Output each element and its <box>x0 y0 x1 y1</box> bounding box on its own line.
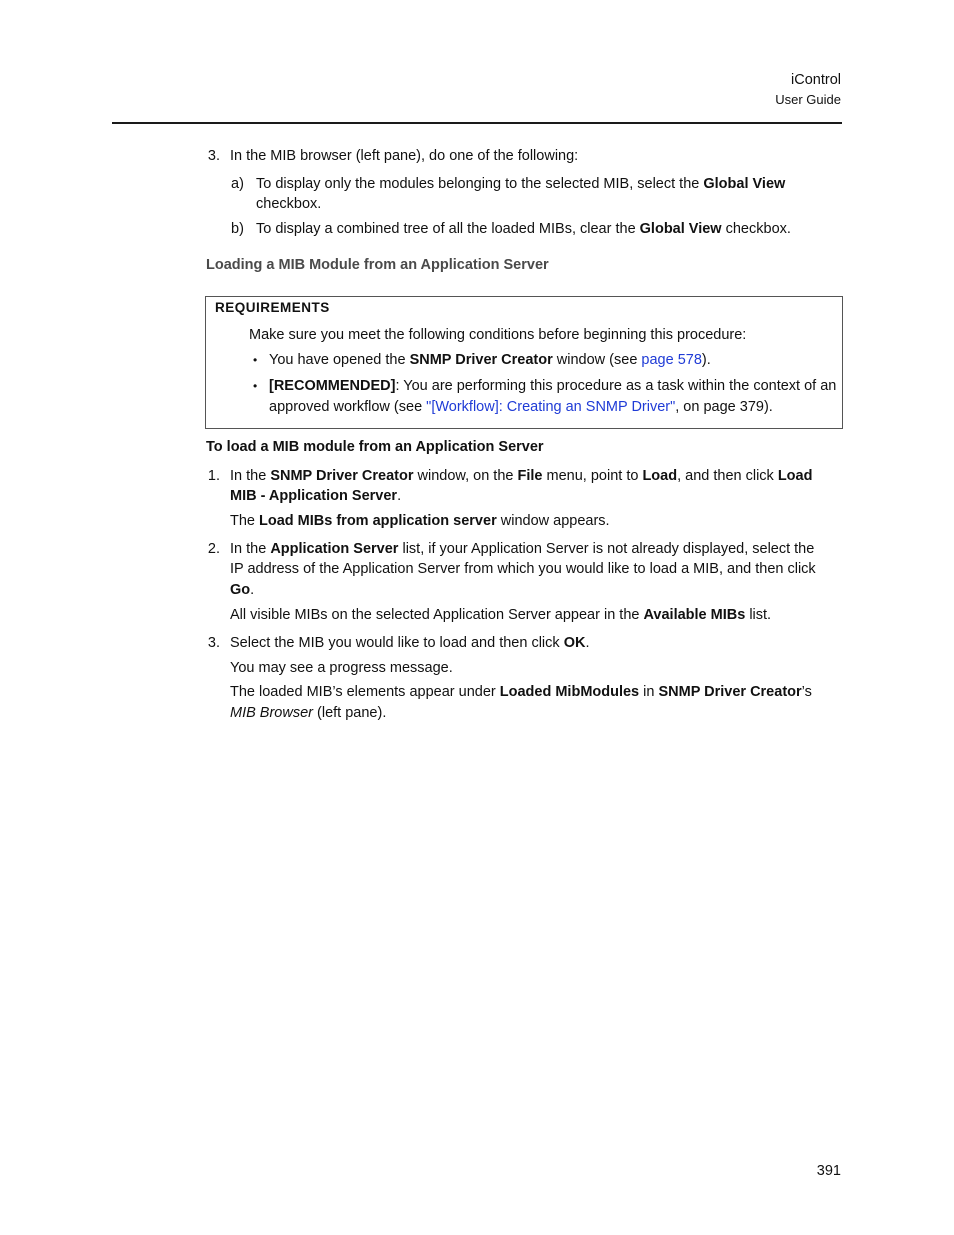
ui-term: SNMP Driver Creator <box>658 684 802 700</box>
requirement-item-1 <box>269 350 711 370</box>
bullet-glyph: • <box>253 379 258 393</box>
requirement-item-2 <box>269 376 836 396</box>
option-letter: a) <box>231 176 244 192</box>
step-text-part: . <box>397 488 402 504</box>
step-text-part: In the <box>230 541 271 557</box>
step-text-part: In the <box>230 468 271 484</box>
requirement-text: approved workflow (see <box>269 399 427 415</box>
result-text: in <box>639 684 659 700</box>
step-text-continued <box>230 580 254 600</box>
option-text-part: checkbox. <box>721 221 791 237</box>
ui-term: Go <box>230 582 251 598</box>
section-heading: Loading a MIB Module from an Application Server <box>206 257 549 273</box>
result-text: All visible MIBs on the selected Application Server appear in the <box>230 607 644 623</box>
step-result-continued <box>230 703 386 723</box>
ui-term: File <box>517 468 543 484</box>
step-text-part: , and then click <box>677 468 778 484</box>
recommended-label: [RECOMMENDED] <box>269 378 396 394</box>
step-text-part: list, if your Application Server is not already displayed, select the <box>398 541 815 557</box>
ui-term: Load <box>777 468 813 484</box>
option-text <box>256 219 791 239</box>
step-result <box>230 682 812 702</box>
requirement-text: window (see <box>552 352 642 368</box>
step-text: In the MIB browser (left pane), do one of the following: <box>230 148 579 164</box>
requirements-intro: Make sure you meet the following conditions before beginning this procedure: <box>249 327 747 343</box>
ui-term: OK <box>563 635 586 651</box>
requirement-text: You have opened the <box>269 352 410 368</box>
requirement-text: , on page 379). <box>675 399 773 415</box>
ui-term: Loaded MibModules <box>499 684 640 700</box>
step-number: 3. <box>207 148 220 164</box>
step-text-part: window, on the <box>413 468 518 484</box>
ui-term: Load <box>642 468 678 484</box>
result-text: list. <box>745 607 772 623</box>
ui-term-snmp-driver-creator: SNMP Driver Creator <box>409 352 553 368</box>
step-text <box>230 466 812 486</box>
bullet-glyph: • <box>253 353 258 367</box>
header-divider <box>112 122 842 124</box>
step-text-part: menu, point to <box>542 468 643 484</box>
ui-term-global-view: Global View <box>703 176 786 192</box>
ui-term: MIB - Application Server <box>230 488 398 504</box>
header-product-name: iControl <box>791 72 841 88</box>
requirements-title: REQUIREMENTS <box>215 300 330 315</box>
option-letter: b) <box>231 221 244 237</box>
ui-term: SNMP Driver Creator <box>270 468 414 484</box>
ui-term-global-view: Global View <box>639 221 722 237</box>
step-result <box>230 511 610 531</box>
step-text <box>230 539 814 559</box>
step-result: You may see a progress message. <box>230 660 453 676</box>
procedure-title: To load a MIB module from an Application Server <box>206 439 544 455</box>
ui-term: Application Server <box>270 541 399 557</box>
ui-term: Available MIBs <box>643 607 746 623</box>
result-text: The <box>230 513 260 529</box>
option-text <box>256 174 785 194</box>
header-document-type: User Guide <box>775 92 841 107</box>
step-number: 3. <box>207 635 220 651</box>
page-number: 391 <box>816 1163 841 1179</box>
requirement-text: : You are performing this procedure as a task within the context of an <box>395 378 837 394</box>
result-text: The loaded MIB’s elements appear under <box>230 684 500 700</box>
result-text: (left pane). <box>313 705 387 721</box>
result-text: window appears. <box>496 513 610 529</box>
requirement-text: ). <box>701 352 711 368</box>
step-text-part: Select the MIB you would like to load and then click <box>230 635 564 651</box>
option-text-continued: checkbox. <box>256 196 322 212</box>
ui-term-italic: MIB Browser <box>230 705 313 721</box>
step-result <box>230 605 771 625</box>
page-link[interactable]: page 578 <box>641 352 702 368</box>
step-text <box>230 633 589 653</box>
result-text: ’s <box>801 684 812 700</box>
step-text-continued: IP address of the Application Server from which you would like to load a MIB, and then click <box>230 561 816 577</box>
step-number: 2. <box>207 541 220 557</box>
step-text-continued <box>230 486 401 506</box>
option-text-part: To display a combined tree of all the loaded MIBs, clear the <box>256 221 640 237</box>
step-text-part: . <box>250 582 255 598</box>
workflow-link[interactable]: "[Workflow]: Creating an SNMP Driver" <box>426 399 676 415</box>
step-number: 1. <box>207 468 220 484</box>
step-text-part: . <box>585 635 590 651</box>
ui-term: Load MIBs from application server <box>259 513 497 529</box>
requirement-item-2-continued <box>269 397 773 417</box>
option-text-part: To display only the modules belonging to the selected MIB, select the <box>256 176 704 192</box>
